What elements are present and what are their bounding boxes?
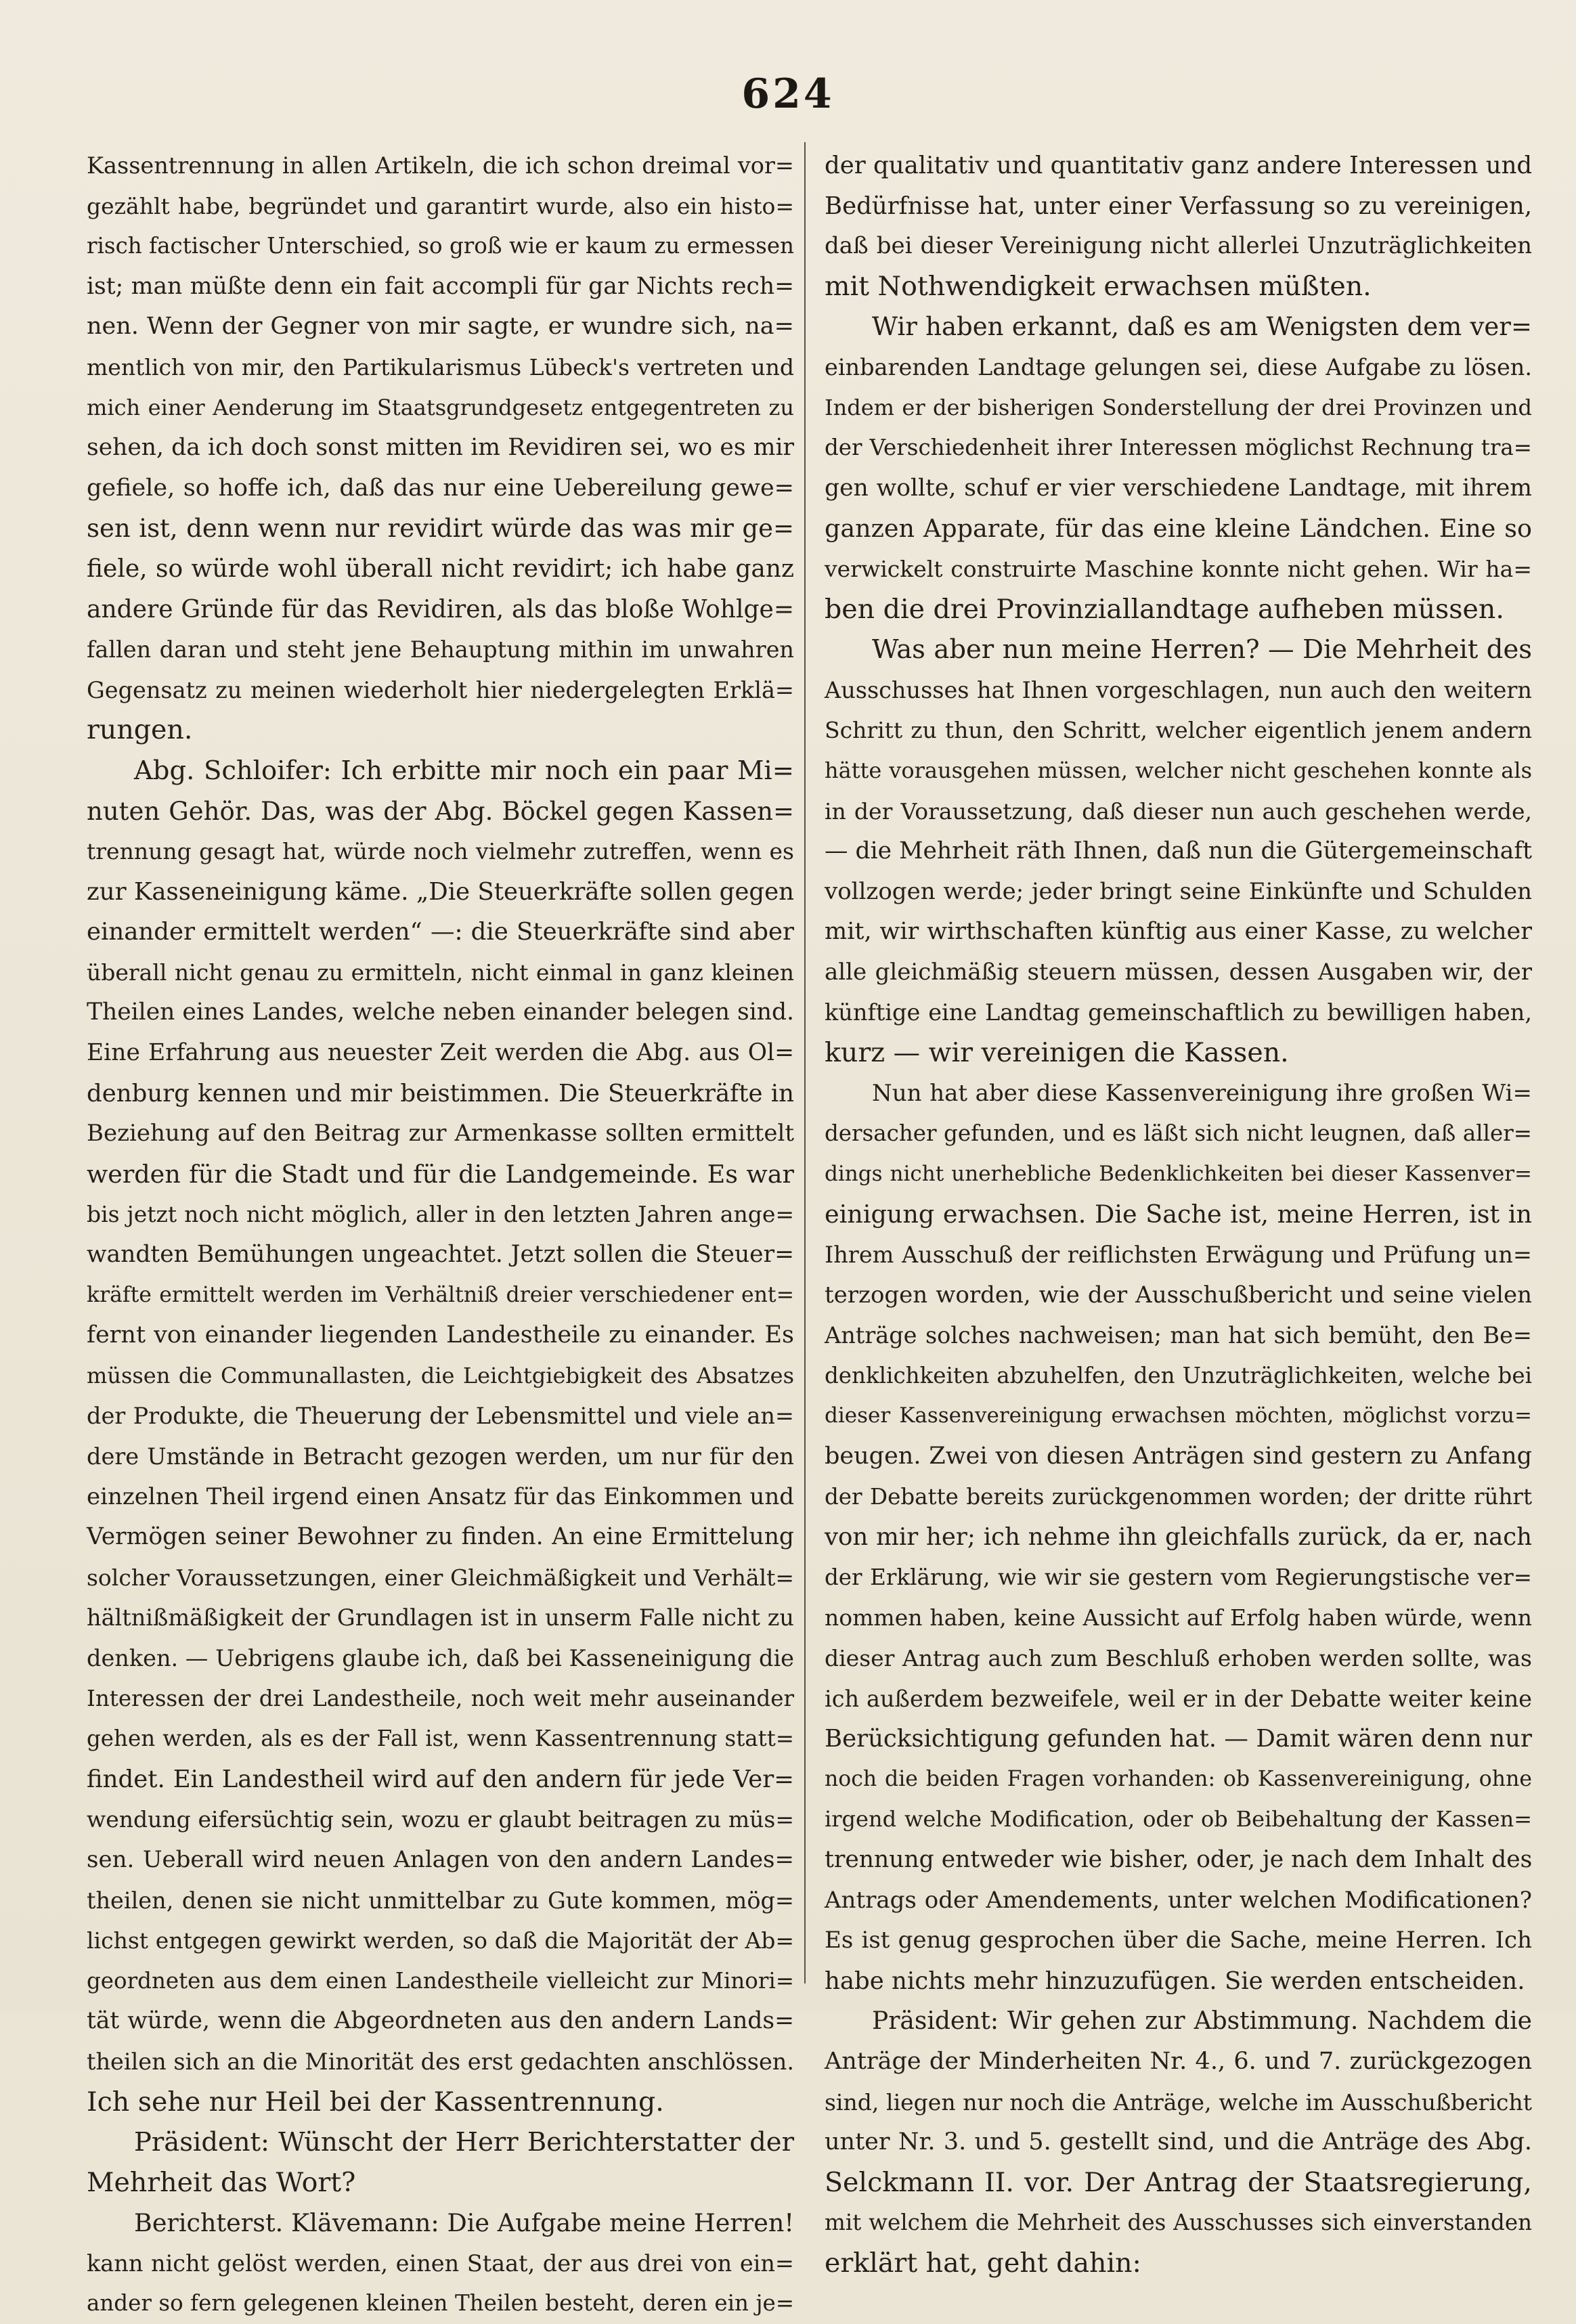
text-line: mentlich von mir, den Partikularismus Lübeck's vertreten und xyxy=(87,353,794,380)
text-line: theilen sich an die Minorität des erst gedachten anschlössen. xyxy=(87,2048,794,2075)
text-line: kann nicht gelöst werden, einen Staat, der aus drei von ein= xyxy=(87,2250,794,2277)
text-line: andere Gründe für das Revidiren, als das bloße Wohlge= xyxy=(87,595,794,623)
text-line: hältnißmäßigkeit der Grundlagen ist in unserm Falle nicht zu xyxy=(87,1604,794,1631)
text-line: alle gleichmäßig steuern müssen, dessen Ausgaben wir, der xyxy=(825,958,1532,986)
text-line: Berücksichtigung gefunden hat. — Damit wären denn nur xyxy=(825,1725,1532,1753)
text-line: Bedürfnisse hat, unter einer Verfassung so zu vereinigen, xyxy=(825,192,1532,220)
text-line: hätte vorausgehen müssen, welcher nicht geschehen konnte als xyxy=(825,757,1532,783)
text-line: Kassentrennung in allen Artikeln, die ich schon dreimal vor= xyxy=(87,152,794,179)
text-line: Eine Erfahrung aus neuester Zeit werden die Abg. aus Ol= xyxy=(87,1039,794,1067)
text-line: Ihrem Ausschuß der reiflichsten Erwägung und Prüfung un= xyxy=(825,1242,1532,1269)
text-line: tät würde, wenn die Abgeordneten aus den andern Lands= xyxy=(87,2007,794,2035)
text-line: Was aber nun meine Herren? — Die Mehrheit des xyxy=(872,634,1532,665)
text-line: sen ist, denn wenn nur revidirt würde das was mir ge= xyxy=(87,514,794,544)
text-line: der qualitativ und quantitativ ganz andere Interessen und xyxy=(825,152,1533,179)
text-line: der Verschiedenheit ihrer Interessen möglichst Rechnung tra= xyxy=(825,435,1532,461)
text-line: Vermögen seiner Bewohner zu finden. An eine Ermittelung xyxy=(87,1523,794,1551)
text-line: Theilen eines Landes, welche neben einander belegen sind. xyxy=(87,999,794,1026)
text-line: gen wollte, schuf er vier verschiedene Landtage, mit ihrem xyxy=(825,474,1532,502)
text-line: in der Voraussetzung, daß dieser nun auch geschehen werde, xyxy=(825,797,1532,825)
text-line: einzelnen Theil irgend einen Ansatz für das Einkommen und xyxy=(87,1483,794,1510)
text-line: noch die beiden Fragen vorhanden: ob Kassenvereinigung, ohne xyxy=(825,1766,1532,1791)
text-line: habe nichts mehr hinzuzufügen. Sie werden entscheiden. xyxy=(825,1967,1525,1995)
text-line: denklichkeiten abzuhelfen, den Unzuträglichkeiten, welche bei xyxy=(825,1362,1532,1388)
text-line: ich außerdem bezweifele, weil er in der Debatte weiter keine xyxy=(825,1685,1532,1712)
text-line: Antrags oder Amendements, unter welchen Modificationen? xyxy=(825,1886,1532,1914)
page-number: 624 xyxy=(741,70,835,118)
text-line: unter Nr. 3. und 5. gestellt sind, und die Anträge des Abg. xyxy=(825,2128,1532,2156)
text-line: Anträge solches nachweisen; man hat sich bemüht, den Be= xyxy=(825,1322,1532,1349)
text-line: ganzen Apparate, für das eine kleine Ländchen. Eine so xyxy=(825,514,1532,544)
text-line: daß bei dieser Vereinigung nicht allerlei Unzuträglichkeiten xyxy=(825,232,1532,260)
text-line: ander so fern gelegenen kleinen Theilen besteht, deren ein je= xyxy=(87,2290,794,2317)
text-line: mit Nothwendigkeit erwachsen müßten. xyxy=(825,270,1372,302)
text-line: findet. Ein Landestheil wird auf den andern für jede Ver= xyxy=(87,1765,794,1793)
text-line: Interessen der drei Landestheile, noch weit mehr auseinander xyxy=(87,1685,794,1711)
text-line: denburg kennen und mir beistimmen. Die Steuerkräfte in xyxy=(87,1079,794,1108)
column-divider xyxy=(804,142,806,1983)
text-line: Anträge der Minderheiten Nr. 4., 6. und 7. zurückgezogen xyxy=(825,2047,1532,2075)
left-column xyxy=(87,146,794,2324)
text-line: trennung entweder wie bisher, oder, je nach dem Inhalt des xyxy=(825,1845,1533,1873)
text-line: zur Kasseneinigung käme. „Die Steuerkräfte sollen gegen xyxy=(87,877,794,906)
text-line: dere Umstände in Betracht gezogen werden, um nur für den xyxy=(87,1443,794,1470)
text-line: sind, liegen nur noch die Anträge, welche im Ausschußbericht xyxy=(825,2088,1532,2115)
text-line: der Debatte bereits zurückgenommen worden; der dritte rührt xyxy=(825,1483,1532,1510)
text-line: terzogen worden, wie der Ausschußbericht und seine vielen xyxy=(825,1281,1532,1309)
text-line: Gegensatz zu meinen wiederholt hier niedergelegten Erklä= xyxy=(87,676,794,703)
text-line: überall nicht genau zu ermitteln, nicht einmal in ganz kleinen xyxy=(87,959,794,986)
text-line: fallen daran und steht jene Behauptung mithin im unwahren xyxy=(87,636,794,663)
text-line: Schritt zu thun, den Schritt, welcher eigentlich jenem andern xyxy=(825,717,1532,744)
text-line: fernt von einander liegenden Landestheile zu einander. Es xyxy=(87,1321,794,1349)
text-line: dersacher gefunden, und es läßt sich nicht leugnen, daß aller= xyxy=(825,1120,1532,1147)
text-line: verwickelt construirte Maschine konnte nicht gehen. Wir ha= xyxy=(825,555,1532,582)
text-line: solcher Voraussetzungen, einer Gleichmäßigkeit und Verhält= xyxy=(87,1564,794,1591)
text-line: nuten Gehör. Das, was der Abg. Böckel gegen Kassen= xyxy=(87,796,794,826)
text-line: denken. — Uebrigens glaube ich, daß bei Kasseneinigung die xyxy=(87,1644,794,1671)
text-line: wandten Bemühungen ungeachtet. Jetzt sollen die Steuer= xyxy=(87,1241,794,1269)
text-line: Präsident: Wir gehen zur Abstimmung. Nachdem die xyxy=(872,2007,1532,2036)
text-line: ist; man müßte denn ein fait accompli für gar Nichts rech= xyxy=(87,272,794,300)
text-line: nen. Wenn der Gegner von mir sagte, er wundre sich, na= xyxy=(87,313,794,341)
text-line: dieser Antrag auch zum Beschluß erhoben werden sollte, was xyxy=(825,1644,1532,1671)
text-line: Es ist genug gesprochen über die Sache, meine Herren. Ich xyxy=(825,1927,1532,1954)
text-line: Nun hat aber diese Kassenvereinigung ihre großen Wi= xyxy=(872,1079,1532,1107)
text-line: der Erklärung, wie wir sie gestern vom Regierungstische ver= xyxy=(825,1564,1532,1590)
text-line: rungen. xyxy=(87,714,193,746)
text-line: dings nicht unerhebliche Bedenklichkeiten bei dieser Kassenver= xyxy=(825,1161,1532,1186)
text-line: mit welchem die Mehrheit des Ausschusses sich einverstanden xyxy=(825,2210,1532,2236)
text-line: irgend welche Modification, oder ob Beibehaltung der Kassen= xyxy=(825,1806,1532,1833)
text-line: Beziehung auf den Beitrag zur Armenkasse sollten ermittelt xyxy=(87,1120,794,1147)
text-line: Indem er der bisherigen Sonderstellung der drei Provinzen und xyxy=(825,394,1532,420)
text-line: theilen, denen sie nicht unmittelbar zu Gute kommen, mög= xyxy=(87,1887,794,1914)
text-line: müssen die Communallasten, die Leichtgiebigkeit des Absatzes xyxy=(87,1362,794,1388)
text-line: dieser Kassenvereinigung erwachsen möchten, möglichst vorzu= xyxy=(825,1403,1532,1428)
text-line: Ausschusses hat Ihnen vorgeschlagen, nun auch den weitern xyxy=(825,676,1532,703)
right-column xyxy=(825,146,1532,2283)
text-line: beugen. Zwei von diesen Anträgen sind gestern zu Anfang xyxy=(825,1443,1532,1470)
text-line: gefiele, so hoffe ich, daß das nur eine Uebereilung gewe= xyxy=(87,474,794,502)
text-line: Abg. Schloifer: Ich erbitte mir noch ein paar Mi= xyxy=(134,755,794,786)
text-line: einigung erwachsen. Die Sache ist, meine Herren, ist in xyxy=(825,1200,1532,1229)
text-line: sen. Ueberall wird neuen Anlagen von den andern Landes= xyxy=(87,1845,794,1873)
text-line: ben die drei Provinziallandtage aufheben müssen. xyxy=(825,593,1504,625)
text-line: Selckmann II. vor. Der Antrag der Staatsregierung, xyxy=(825,2166,1532,2198)
text-line: werden für die Stadt und für die Landgemeinde. Es war xyxy=(87,1159,794,1189)
text-line: lichst entgegen gewirkt werden, so daß die Majorität der Ab= xyxy=(87,1927,794,1954)
text-line: Präsident: Wünscht der Herr Berichterstatter der xyxy=(134,2127,794,2158)
text-line: nommen haben, keine Aussicht auf Erfolg haben würde, wenn xyxy=(825,1604,1532,1631)
text-line: von mir her; ich nehme ihn gleichfalls zurück, da er, nach xyxy=(825,1523,1532,1552)
text-line: Berichterst. Klävemann: Die Aufgabe meine Herren! xyxy=(134,2208,794,2238)
text-line: kurz — wir vereinigen die Kassen. xyxy=(825,1037,1289,1069)
text-line: vollzogen werde; jeder bringt seine Einkünfte und Schulden xyxy=(825,877,1532,905)
text-line: sehen, da ich doch sonst mitten im Revidiren sei, wo es mir xyxy=(87,434,794,462)
text-line: einander ermittelt werden“ —: die Steuerkräfte sind aber xyxy=(87,918,794,946)
text-line: bis jetzt noch nicht möglich, aller in den letzten Jahren ange= xyxy=(87,1201,794,1228)
text-line: wendung eifersüchtig sein, wozu er glaubt beitragen zu müs= xyxy=(87,1806,794,1833)
text-line: gezählt habe, begründet und garantirt wurde, also ein histo= xyxy=(87,192,794,219)
text-line: Mehrheit das Wort? xyxy=(87,2166,356,2198)
text-line: gehen werden, als es der Fall ist, wenn Kassentrennung statt= xyxy=(87,1726,794,1752)
text-line: einbarenden Landtage gelungen sei, diese Aufgabe zu lösen. xyxy=(825,353,1532,380)
text-line: fiele, so würde wohl überall nicht revidirt; ich habe ganz xyxy=(87,554,794,583)
text-line: risch factischer Unterschied, so groß wie er kaum zu ermessen xyxy=(87,233,794,259)
text-line: mit, wir wirthschaften künftig aus einer Kasse, zu welcher xyxy=(825,918,1532,946)
text-line: trennung gesagt hat, würde noch vielmehr zutreffen, wenn es xyxy=(87,838,794,865)
text-line: erklärt hat, geht dahin: xyxy=(825,2247,1141,2279)
text-line: — die Mehrheit räth Ihnen, daß nun die Gütergemeinschaft xyxy=(825,837,1532,865)
text-line: mich einer Aenderung im Staatsgrundgesetz entgegentreten zu xyxy=(87,394,794,420)
text-line: Wir haben erkannt, daß es am Wenigsten dem ver= xyxy=(872,312,1532,342)
text-line: künftige eine Landtag gemeinschaftlich zu bewilligen haben, xyxy=(825,999,1532,1026)
text-line: geordneten aus dem einen Landestheile vielleicht zur Minori= xyxy=(87,1967,794,1994)
text-line: der Produkte, die Theuerung der Lebensmittel und viele an= xyxy=(87,1403,794,1430)
text-line: kräfte ermittelt werden im Verhältniß dreier verschiedener ent= xyxy=(87,1282,794,1307)
text-line: Ich sehe nur Heil bei der Kassentrennung. xyxy=(87,2086,664,2118)
